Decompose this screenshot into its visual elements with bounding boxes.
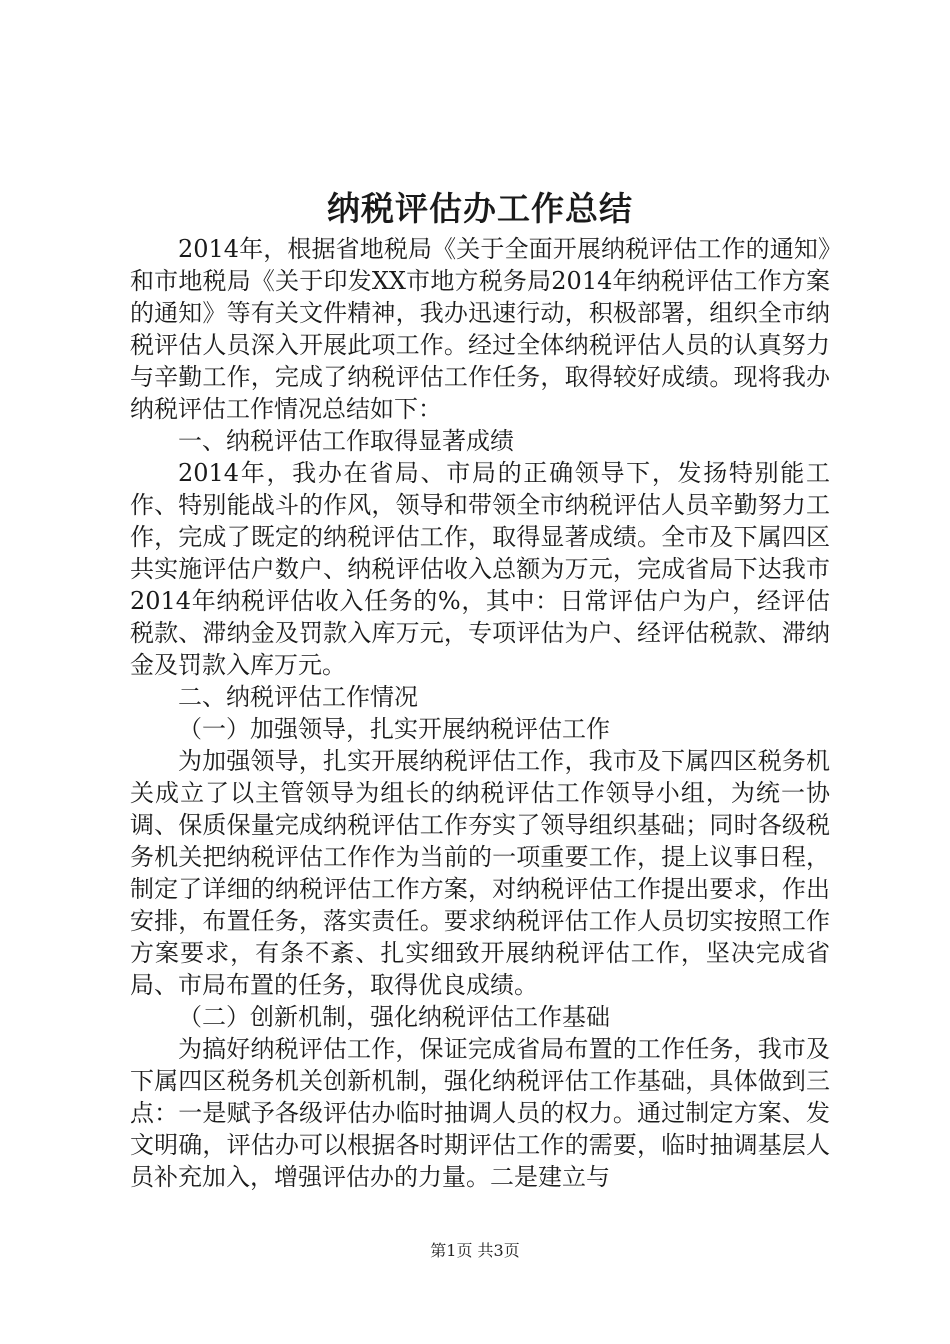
document-title: 纳税评估办工作总结	[327, 189, 633, 228]
subsection-2-paragraph: 为搞好纳税评估工作，保证完成省局布置的工作任务，我市及下属四区税务机关创新机制，强化纳税评估工作基础，具体做到三点：一是赋予各级评估办临时抽调人员的权力。通过制定方案、发文明确，评估办可以根据各时期评估工作的需要，临时抽调基层人员补充加入，增强评估办的力量。二是建立与	[130, 1035, 830, 1191]
section-heading-1: 一、纳税评估工作取得显著成绩	[178, 427, 514, 455]
subsection-heading-2: （二）创新机制，强化纳税评估工作基础	[178, 1003, 610, 1031]
document-body	[130, 233, 830, 1193]
section-heading-2: 二、纳税评估工作情况	[178, 683, 418, 711]
intro-paragraph: 2014年，根据省地税局《关于全面开展纳税评估工作的通知》和市地税局《关于印发XX市地方税务局2014年纳税评估工作方案的通知》等有关文件精神，我办迅速行动，积极部署，组织全市纳税评估人员深入开展此项工作。经过全体纳税评估人员的认真努力与辛勤工作，完成了纳税评估工作任务，取得较好成绩。现将我办纳税评估工作情况总结如下：	[130, 235, 830, 423]
page-footer: 第1页 共3页	[430, 1241, 520, 1260]
section-1-paragraph: 2014年，我办在省局、市局的正确领导下，发扬特别能工作、特别能战斗的作风，领导和带领全市纳税评估人员辛勤努力工作，完成了既定的纳税评估工作，取得显著成绩。全市及下属四区共实施评估户数户、纳税评估收入总额为万元，完成省局下达我市2014年纳税评估收入任务的%，其中：日常评估户为户，经评估税款、滞纳金及罚款入库万元，专项评估为户、经评估税款、滞纳金及罚款入库万元。	[130, 459, 830, 679]
subsection-heading-1: （一）加强领导，扎实开展纳税评估工作	[178, 715, 610, 743]
subsection-1-paragraph: 为加强领导，扎实开展纳税评估工作，我市及下属四区税务机关成立了以主管领导为组长的纳税评估工作领导小组，为统一协调、保质保量完成纳税评估工作夯实了领导组织基础；同时各级税务机关把纳税评估工作作为当前的一项重要工作，提上议事日程，制定了详细的纳税评估工作方案，对纳税评估工作提出要求，作出安排，布置任务，落实责任。要求纳税评估工作人员切实按照工作方案要求，有条不紊、扎实细致开展纳税评估工作，坚决完成省局、市局布置的任务，取得优良成绩。	[130, 747, 830, 999]
document-page	[130, 185, 830, 1193]
